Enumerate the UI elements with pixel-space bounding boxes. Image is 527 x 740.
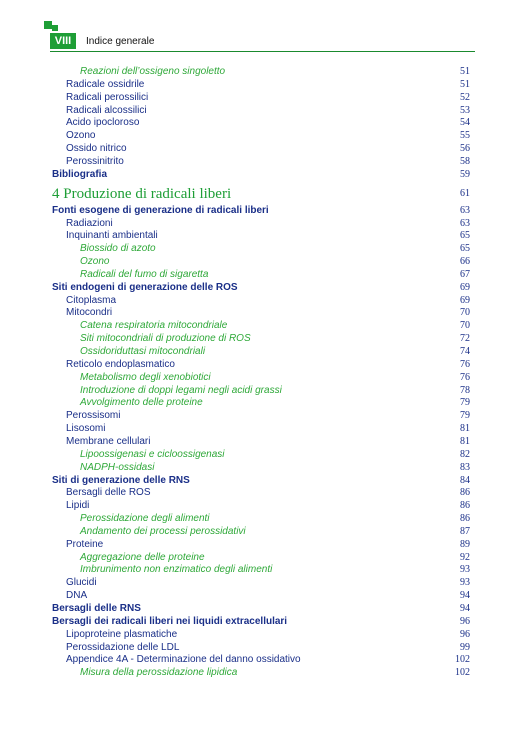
toc-entry-row[interactable] (0, 255, 527, 268)
toc-entry-title: Inquinanti ambientali (66, 230, 158, 242)
toc-entry-title: DNA (66, 590, 88, 602)
toc-entry-title: Bibliografia (52, 168, 108, 180)
toc-entry-title: Fonti esogene di generazione di radicali liberi (52, 204, 269, 216)
toc-entry-title: Catena respiratoria mitocondriale (80, 320, 228, 332)
toc-entry-row[interactable] (0, 576, 527, 589)
toc-page-number: 63 (460, 217, 470, 229)
toc-page-number: 52 (460, 91, 470, 103)
toc-page-number: 81 (460, 423, 470, 435)
running-head-title: Indice generale (86, 36, 155, 47)
toc-entry-title: Membrane cellulari (66, 435, 151, 447)
toc-entry-title: Biossido di azoto (80, 243, 156, 255)
toc-entry-title: Bersagli dei radicali liberi nei liquidi extracellulari (52, 615, 288, 627)
toc-entry-title: Misura della perossidazione lipidica (80, 667, 238, 679)
toc-page-number: 63 (460, 204, 470, 216)
toc-entry-title: Andamento dei processi perossidativi (80, 525, 246, 537)
toc-page-number: 89 (460, 538, 470, 550)
toc-entry-row[interactable] (0, 116, 527, 129)
toc-entry-title: Proteine (66, 538, 104, 550)
toc-entry-title: Imbrunimento non enzimatico degli alimenti (80, 564, 273, 576)
toc-entry-row[interactable] (0, 142, 527, 155)
toc-entry-title: Ossido nitrico (66, 143, 127, 155)
page-header (50, 33, 475, 52)
toc-entry-title: Siti endogeni di generazione delle ROS (52, 281, 238, 293)
toc-entry-row[interactable] (0, 499, 527, 512)
toc-page-number: 102 (455, 654, 470, 666)
header-ornament-square (44, 21, 52, 29)
toc-page-number: 96 (460, 615, 470, 627)
toc-entry-title: Appendice 4A - Determinazione del danno ossidativo (66, 654, 301, 666)
toc-page-number: 55 (460, 130, 470, 142)
toc-entry-row[interactable] (0, 396, 527, 409)
toc-page-number: 94 (460, 590, 470, 602)
toc-entry-title: Avvolgimento delle proteine (80, 397, 203, 409)
toc-entry-title: NADPH-ossidasi (80, 461, 155, 473)
toc-entry-title: Perossinitrito (66, 155, 124, 167)
toc-page-number: 76 (460, 358, 470, 370)
toc-entry-title: Bersagli delle RNS (52, 603, 141, 614)
toc-entry-row[interactable] (0, 155, 527, 168)
toc-entry-row[interactable] (0, 409, 527, 422)
toc-entry-title: Lipoossigenasi e cicloossigenasi (80, 448, 225, 460)
toc-entry-row[interactable] (0, 294, 527, 307)
toc-chapter-title: 4 Produzione di radicali liberi (52, 185, 232, 202)
toc-page-number: 70 (460, 320, 470, 332)
toc-entry-title: Reazioni dell’ossigeno singoletto (80, 66, 226, 77)
toc-entry-row[interactable] (0, 242, 527, 255)
toc-entry-row[interactable] (0, 306, 527, 319)
toc-entry-title: Introduzione di doppi legami negli acidi grassi (80, 384, 282, 396)
toc-entry-row[interactable] (0, 229, 527, 242)
toc-entry-title: Radicali alcossilici (66, 104, 147, 116)
toc-entry-row[interactable] (0, 589, 527, 602)
toc-entry-row[interactable] (0, 65, 527, 78)
toc-entry-title: Glucidi (66, 577, 97, 589)
toc-page-number: 83 (460, 461, 470, 473)
toc-page-number: 65 (460, 230, 470, 242)
toc-chapter-row[interactable] (0, 185, 527, 203)
toc-page-number: 51 (460, 66, 470, 77)
toc-page-number: 79 (460, 410, 470, 422)
toc-page-number: 93 (460, 564, 470, 576)
toc-page-number: 86 (460, 500, 470, 512)
toc-entry-title: Lipoproteine plasmatiche (66, 628, 178, 640)
toc-entry-title: Perossidazione degli alimenti (80, 513, 210, 525)
toc-entry-title: Lisosomi (66, 423, 106, 435)
toc-page-number: 99 (460, 641, 470, 653)
toc-entry-row[interactable] (0, 461, 527, 474)
page-number-badge: VIII (50, 33, 76, 49)
toc-entry-row[interactable] (0, 538, 527, 551)
toc-page-number: 92 (460, 551, 470, 563)
toc-entry-title: Radicale ossidrile (66, 78, 145, 90)
toc-entry-title: Bersagli delle ROS (66, 487, 151, 499)
toc-entry-row[interactable] (0, 358, 527, 371)
header-ornament-square (52, 25, 58, 31)
toc-entry-title: Siti di generazione delle RNS (52, 474, 190, 486)
toc-page-number: 76 (460, 371, 470, 383)
toc-page-number: 84 (460, 474, 470, 486)
toc-entry-title: Metabolismo degli xenobiotici (80, 371, 211, 383)
toc-entry-row[interactable] (0, 129, 527, 142)
toc-entry-title: Reticolo endoplasmatico (66, 358, 175, 370)
toc-entry-row[interactable] (0, 525, 527, 538)
toc-page-number: 86 (460, 513, 470, 525)
toc-page-number: 102 (455, 667, 470, 679)
toc-page-number: 67 (460, 268, 470, 280)
toc-entry-row[interactable] (0, 217, 527, 230)
toc-entry-row[interactable] (0, 281, 527, 294)
toc-entry-title: Ozono (80, 256, 110, 268)
toc-entry-row[interactable] (0, 435, 527, 448)
toc-entry-title: Siti mitocondriali di produzione di ROS (80, 333, 251, 345)
toc-entry-row[interactable] (0, 666, 527, 679)
toc-entry-row[interactable] (0, 641, 527, 654)
toc-entry-title: Perossisomi (66, 410, 121, 422)
toc-page-number: 70 (460, 307, 470, 319)
toc-entry-row[interactable] (0, 474, 527, 487)
toc-entry-title: Mitocondri (66, 307, 113, 319)
toc-entry-title: Acido ipocloroso (66, 117, 140, 129)
toc-entry-row[interactable] (0, 384, 527, 397)
toc-page-number: 82 (460, 448, 470, 460)
toc-page-number: 51 (460, 78, 470, 90)
toc-entry-row[interactable] (0, 422, 527, 435)
toc-page-number: 53 (460, 104, 470, 116)
toc-entry-row[interactable] (0, 512, 527, 525)
toc-page-number: 94 (460, 603, 470, 614)
toc-page-number: 69 (460, 281, 470, 293)
toc-entry-row[interactable] (0, 168, 527, 181)
toc-entry-row[interactable] (0, 628, 527, 641)
toc-page-number: 93 (460, 577, 470, 589)
toc-page-number: 81 (460, 435, 470, 447)
toc-entry-row[interactable] (0, 332, 527, 345)
toc-entry-row[interactable] (0, 78, 527, 91)
toc-entry-row[interactable] (0, 653, 527, 666)
toc-entry-row[interactable] (0, 551, 527, 564)
toc-entry-row[interactable] (0, 268, 527, 281)
toc-page-number: 69 (460, 294, 470, 306)
toc-page-number: 59 (460, 168, 470, 180)
toc-entry-title: Radicali perossilici (66, 91, 149, 103)
toc-page-number: 66 (460, 256, 470, 268)
toc-entry-title: Radiazioni (66, 217, 113, 229)
toc-entry-row[interactable] (0, 204, 527, 217)
toc-page-number: 61 (460, 187, 470, 199)
toc-entry-title: Radicali del fumo di sigaretta (80, 268, 209, 280)
toc-entry-title: Aggregazione delle proteine (80, 551, 205, 563)
toc-entry-row[interactable] (0, 319, 527, 332)
toc-page-number: 54 (460, 117, 470, 129)
toc-entry-title: Lipidi (66, 500, 90, 512)
toc-entry-title: Perossidazione delle LDL (66, 641, 180, 653)
toc-page-number: 86 (460, 487, 470, 499)
toc-entry-row[interactable] (0, 104, 527, 117)
toc-page-number: 96 (460, 628, 470, 640)
toc-entry-row[interactable] (0, 345, 527, 358)
toc-page-number: 74 (460, 346, 470, 357)
toc-page-number: 58 (460, 155, 470, 167)
toc-entry-row[interactable] (0, 91, 527, 104)
toc-entry-row[interactable] (0, 371, 527, 384)
toc-entry-title: Citoplasma (66, 294, 117, 306)
toc-page-number: 78 (460, 384, 470, 396)
toc-page-number: 79 (460, 397, 470, 409)
toc-page-number: 65 (460, 243, 470, 255)
toc-entry-row[interactable] (0, 486, 527, 499)
toc-entry-row[interactable] (0, 563, 527, 576)
toc-page-number: 87 (460, 525, 470, 537)
toc-entry-row[interactable] (0, 615, 527, 628)
toc-page-number: 56 (460, 143, 470, 155)
toc-entry-row[interactable] (0, 448, 527, 461)
toc-entry-title: Ozono (66, 130, 96, 142)
toc-entry-row[interactable] (0, 602, 527, 615)
toc-page-number: 72 (460, 333, 470, 345)
toc-entry-title: Ossidoriduttasi mitocondriali (80, 346, 206, 357)
